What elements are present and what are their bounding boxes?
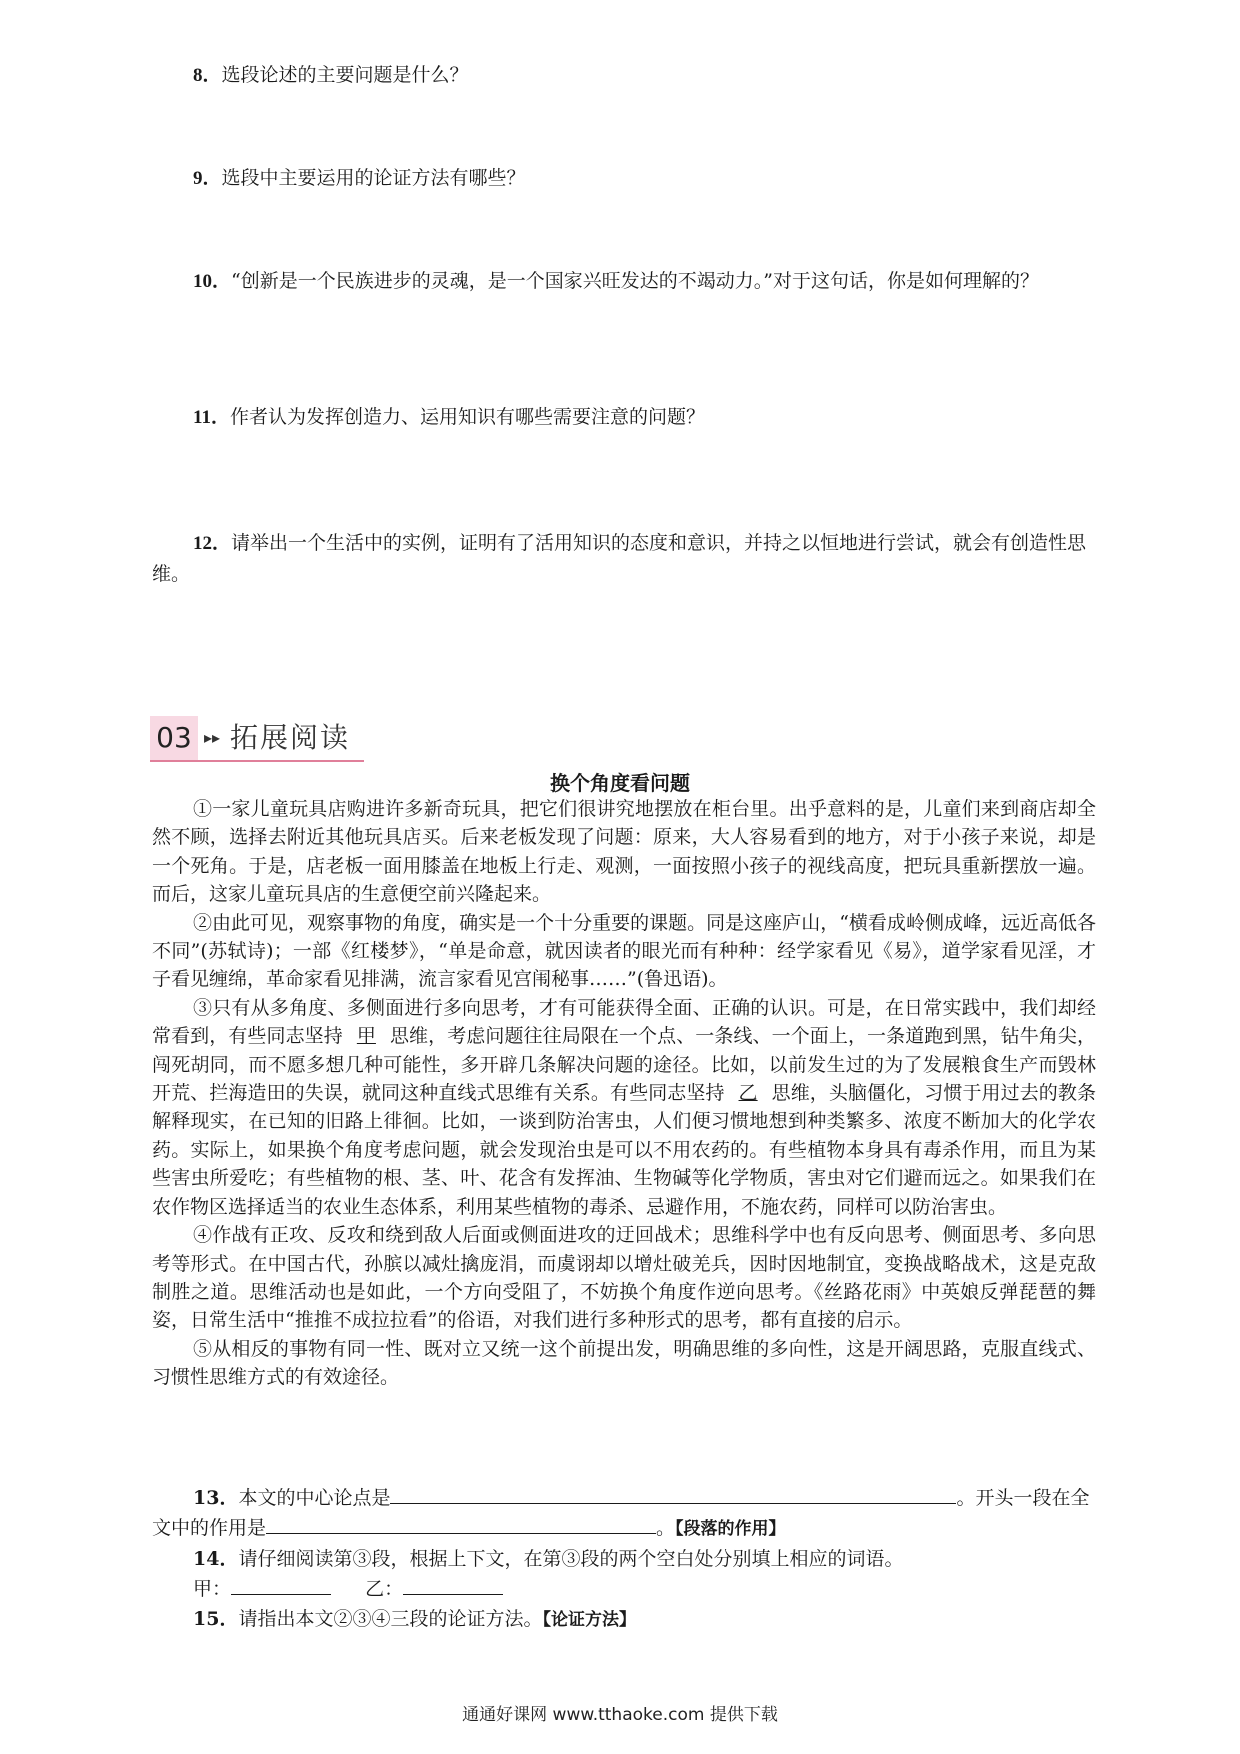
blank-yi: 乙: [738, 1082, 758, 1105]
question-12: [152, 528, 1092, 589]
answer-blank[interactable]: [266, 1513, 656, 1534]
paragraph-3-part-2: 思维，考虑问题往往局限在一个点、一条线、一个面上，一条道跑到黑，钻牛角尖，闯死胡同，而不愿多想几种可能性，多开辟几条解决问题的途径。比如，以前发生过的为了发展粮食生产而毁林开荒、拦海造田的失误，就同这种直线式思维有关系。有些同志坚持: [152, 1025, 1096, 1105]
question-number: 8．: [193, 65, 222, 86]
exercises: [152, 1483, 1096, 1635]
label-jia: 甲：: [193, 1578, 232, 1600]
question-text: 作者认为发挥创造力、运用知识有哪些需要注意的问题？: [229, 406, 705, 428]
question-text: 请举出一个生活中的实例，证明有了活用知识的态度和意识，并持之以恒地进行尝试，就会有创造性思维。: [152, 532, 1087, 585]
question-text: 请仔细阅读第③段，根据上下文，在第③段的两个空白处分别填上相应的词语。: [238, 1548, 904, 1570]
paragraph-2: ②由此可见，观察事物的角度，确实是一个十分重要的课题。同是这座庐山，“横看成岭侧成峰，远近高低各不同”(苏轼诗)；一部《红楼梦》，“单是命意，就因读者的眼光而有种种：经学家看见《易》，道学家看见淫，才子看见缠绵，革命家看见排满，流言家看见宫闱秘事……”(鲁迅语)。: [152, 911, 1096, 991]
paragraph-3-part-1: ③只有从多角度、多侧面进行多向思考，才有可能获得全面、正确的认识。可是，在日常实践中，我们却经常看到，有些同志坚持: [152, 996, 1096, 1048]
question-tag: 【段落的作用】: [675, 1519, 786, 1539]
question-number: 13．: [193, 1487, 239, 1509]
article-body: [152, 795, 1096, 1392]
paragraph-4: ④作战有正攻、反攻和绕到敌人后面或侧面进攻的迂回战术；思维科学中也有反向思考、侧面思考、多向思考等形式。在中国古代，孙膑以减灶擒庞涓，而虞诩却以增灶破羌兵，因时因地制宜，变换战略战术，这是克敌制胜之道。思维活动也是如此，一个方向受阻了，不妨换个角度作逆向思考。《丝路花雨》中英娘反弹琵琶的舞姿，日常生活中“推推不成拉拉看”的俗语，对我们进行多种形式的思考，都有直接的启示。: [152, 1224, 1096, 1332]
article-title: 换个角度看问题: [550, 771, 690, 795]
question-text: 本文的中心论点是: [238, 1487, 391, 1509]
question-text: “创新是一个民族进步的灵魂，是一个国家兴旺发达的不竭动力。”对于这句话，你是如何理解的？: [231, 270, 1039, 292]
question-number: 12．: [193, 533, 232, 554]
answer-blank-jia[interactable]: [231, 1574, 331, 1595]
question-number: 10．: [193, 271, 232, 292]
question-15: [152, 1604, 1096, 1635]
question-text: 选段论述的主要问题是什么？: [221, 64, 469, 86]
question-text: 。开头一段在全文中的作用是: [152, 1487, 1090, 1539]
double-arrow-icon: ▸▸: [204, 728, 221, 747]
question-13: [152, 1483, 1096, 1544]
blank-jia: 甲: [356, 1025, 376, 1048]
section-title: 拓展阅读: [230, 721, 351, 754]
footer-text: 通通好课网 www.tthaoke.com 提供下载: [462, 1705, 778, 1725]
question-text: 请指出本文②③④三段的论证方法。: [238, 1608, 543, 1630]
question-number: 9．: [193, 168, 222, 189]
paragraph-5: ⑤从相反的事物有同一性、既对立又统一这个前提出发，明确思维的多向性，这是开阔思路，克服直线式、习惯性思维方式的有效途径。: [152, 1337, 1096, 1389]
paragraph-3-part-3: 思维，头脑僵化，习惯于用过去的教条解释现实，在已知的旧路上徘徊。比如，一谈到防治害虫，人们便习惯地想到种类繁多、浓度不断加大的化学农药。实际上，如果换个角度考虑问题，就会发现治虫是可以不用农药的。有些植物本身具有毒杀作用，而且为某些害虫所爱吃；有些植物的根、茎、叶、花含有发挥油、生物碱等化学物质，害虫对它们避而远之。如果我们在农作物区选择适当的农业生态体系，利用某些植物的毒杀、忌避作用，不施农药，同样可以防治害虫。: [152, 1082, 1096, 1218]
paragraph-1: ①一家儿童玩具店购进许多新奇玩具，把它们很讲究地摆放在柜台里。出乎意料的是，儿童们来到商店却全然不顾，选择去附近其他玩具店买。后来老板发现了问题：原来，大人容易看到的地方，对于小孩子来说，却是一个死角。于是，店老板一面用膝盖在地板上行走、观测，一面按照小孩子的视线高度，把玩具重新摆放一遍。而后，这家儿童玩具店的生意便空前兴隆起来。: [152, 798, 1096, 906]
section-number: 03: [150, 716, 198, 760]
section-header: [150, 716, 364, 762]
label-yi: 乙：: [365, 1578, 404, 1600]
question-11: [193, 402, 1133, 433]
question-number: 15．: [193, 1608, 239, 1630]
question-tag: 【论证方法】: [542, 1610, 636, 1630]
question-text: 选段中主要运用的论证方法有哪些？: [221, 167, 526, 189]
question-9: [193, 163, 1133, 194]
question-text: 。: [656, 1517, 676, 1539]
question-number: 11．: [193, 407, 230, 428]
answer-blank[interactable]: [390, 1483, 956, 1504]
question-number: 14．: [193, 1548, 239, 1570]
question-14: [152, 1544, 1096, 1574]
question-14-answers: [152, 1574, 1096, 1604]
answer-blank-yi[interactable]: [403, 1574, 503, 1595]
question-8: [193, 60, 1133, 91]
paragraph-3: [152, 994, 1096, 1221]
question-10: [152, 266, 1092, 297]
